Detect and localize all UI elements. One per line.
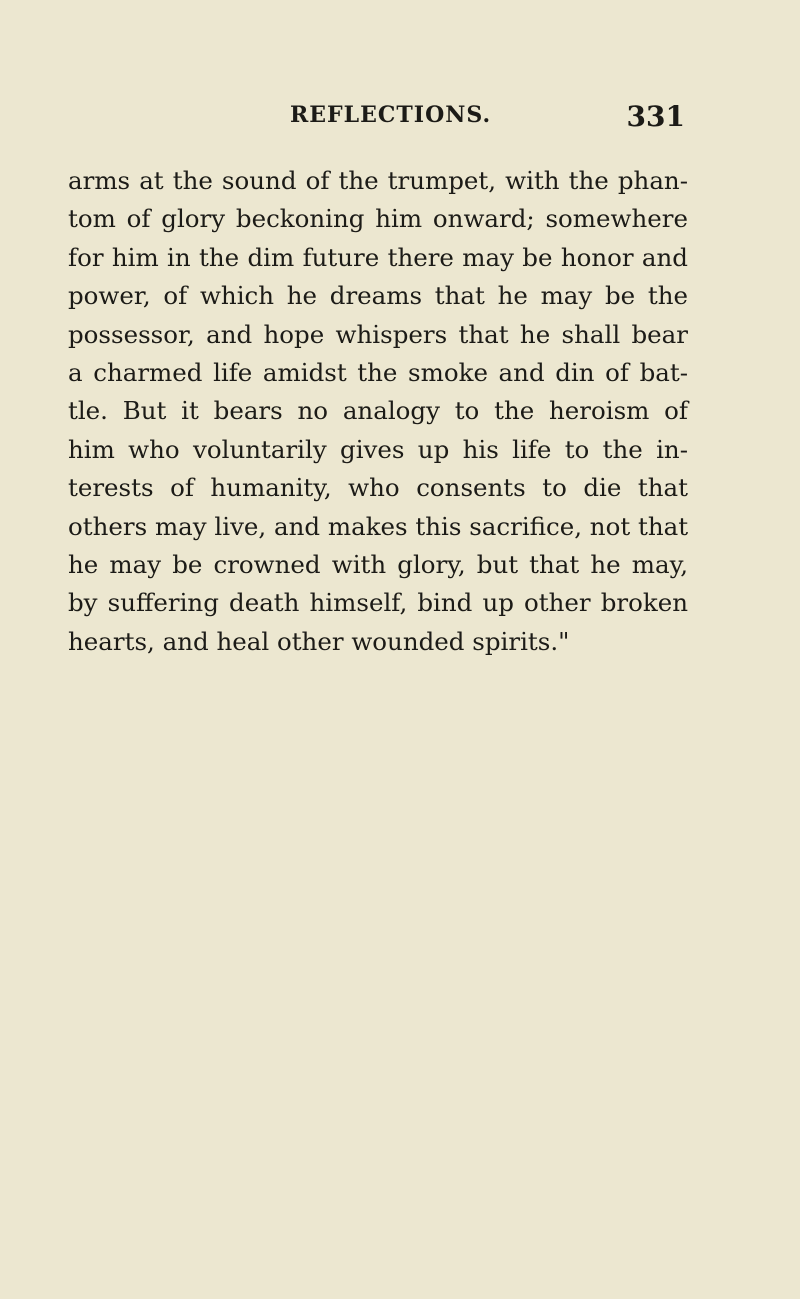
text-line: tom of glory beckoning him onward; somewhere <box>68 204 688 234</box>
page-number: 331 <box>626 100 685 133</box>
running-title: REFLECTIONS. <box>290 102 492 128</box>
text-line: hearts, and heal other wounded spirits." <box>68 626 570 656</box>
text-line: him who voluntarily gives up his life to the in- <box>68 434 688 464</box>
text-line: for him in the dim future there may be honor and <box>68 242 688 272</box>
text-line: power, of which he dreams that he may be the <box>68 281 688 311</box>
text-line: a charmed life amidst the smoke and din of bat- <box>68 357 688 387</box>
text-line: by suffering death himself, bind up other broken <box>68 588 688 618</box>
text-line: arms at the sound of the trumpet, with the phan- <box>68 166 688 195</box>
body-paragraph <box>68 162 688 661</box>
text-line: tle. But it bears no analogy to the heroism of <box>68 396 688 426</box>
text-line: he may be crowned with glory, but that he may, <box>68 549 688 579</box>
page-header <box>0 100 800 140</box>
text-line: possessor, and hope whispers that he shall bear <box>68 319 688 349</box>
text-line: terests of humanity, who consents to die that <box>68 473 688 503</box>
text-line: others may live, and makes this sacrifice, not that <box>68 511 689 541</box>
